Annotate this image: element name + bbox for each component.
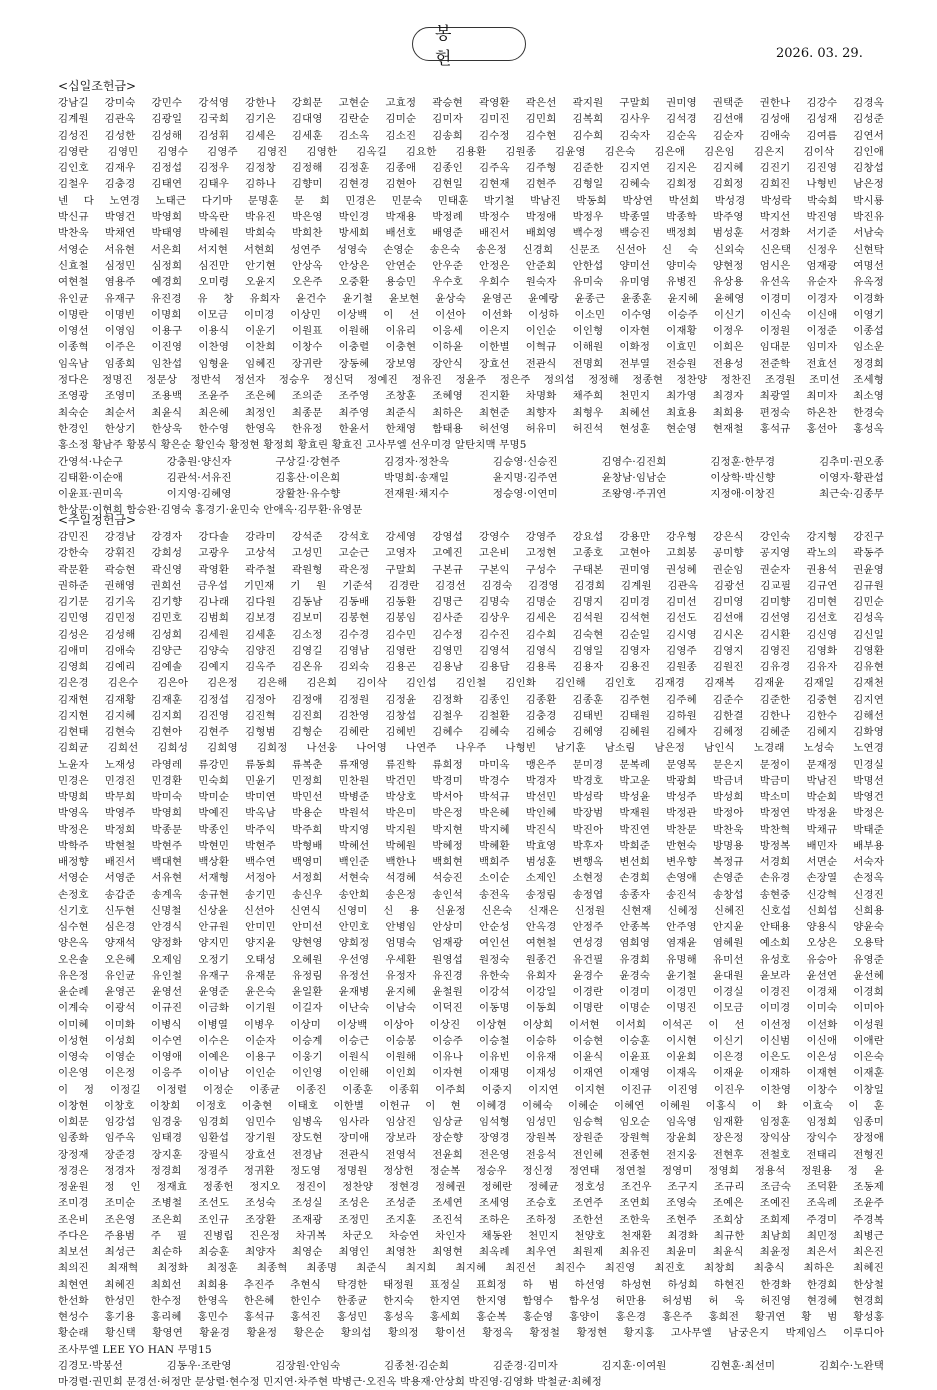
donor-row: 윤순례 윤영곤 윤영선 윤영준 윤은숙 윤일환 윤재병 윤지혜 윤철원 이강석 이강일 이경란 이경미 이경민 이경실 이경진 이경채 이경희 <box>58 986 884 998</box>
donor-row: 배정향 배진서 백대현 백상환 백수연 백영미 백인준 백한나 백희현 백희주 범성훈 변행옥 변선희 변우향 복정규 서경희 서면순 서숙자 <box>58 856 884 868</box>
donor-row: 유은정 유인균 유인철 유재구 유재문 유정림 유정선 유정자 유진경 유한숙 유희자 윤경수 윤경숙 윤기철 윤대원 윤보라 윤선연 윤선혜 <box>58 969 884 982</box>
donor-row: 여현철 염용주 예경희 오미령 오윤지 오은주 오중환 용승민 우수호 우희수 원숙자 유미숙 유미영 유병진 유상용 유선옥 유순자 유옥정 <box>58 276 884 289</box>
donor-row: 곽문환 곽승현 곽신영 곽영환 곽주철 곽원형 곽은정 구말희 구본규 구본익 구성수 구태본 권미영 권성혜 권순임 권순자 권용석 권윤영 <box>58 563 884 576</box>
donor-row: 이영선 이영임 이용구 이용식 이운기 이원표 이원해 이유리 이응세 이은지 이인순 이인형 이자현 이재황 이정우 이정원 이정준 이종섭 <box>58 325 884 338</box>
donor-row: 한상문·이현희 함승완·김영숙 홍경기·윤민숙 안애옥·김무환·유영문 <box>58 504 363 517</box>
donor-row: 최보선 최성근 최순하 최승훈 최양자 최영순 최영인 최영찬 최영현 최옥례 최우연 최원제 최유진 최윤미 최윤식 최윤정 최은서 최은진 <box>58 1246 884 1258</box>
donor-row: 박영옥 박영주 박영희 박예진 박옥남 박용순 박원석 박은미 박은정 박은혜 박인혜 박장범 박재원 박정관 박정아 박정연 박정윤 박정은 <box>58 807 884 820</box>
tithe-section <box>58 78 884 519</box>
donor-row: 이명란 이명빈 이명희 이모금 이미경 이상민 이상백 이 선 이선아 이선화 이성하 이소민 이수영 이승주 이신기 이신숙 이신애 이영기 <box>58 308 884 321</box>
donor-row: 김현태 김현숙 김현아 김현주 김형범 김형순 김혜란 김혜빈 김혜수 김혜숙 김혜승 김혜영 김혜원 김혜자 김혜정 김혜준 김혜지 김화영 <box>58 726 884 738</box>
donor-row: 정다은 정명진 정문상 정반석 정선자 정승우 정신덕 정예진 정유진 정윤주 정은주 정의섭 정정해 정종현 정찬양 정찬진 조경원 조미선 조세형 <box>58 374 884 387</box>
donor-row: 임종화 임주옥 임태경 임환섭 장기원 장도현 장미애 장보라 장순향 장영경 장원복 장원준 장원혁 장윤희 장은정 장익삼 장익수 장정애 <box>58 1132 884 1145</box>
donor-row: 최현연 최혜진 최희선 최희용 추진주 추현식 탁경한 태정원 표정실 표희정 하 범 하선영 하성현 하성희 하현진 한경화 한경희 한상철 <box>58 1278 884 1291</box>
donor-row: 김성진 김성한 김성해 김성휘 김세은 김세훈 김소옥 김소진 김송희 김수정 김수현 김수희 김숙자 김순옥 김순자 김애숙 김여름 김연서 <box>58 129 884 142</box>
donor-row: 김계원 김관옥 김광일 김국희 김기은 김대영 김란순 김미순 김미자 김미진 김민희 김복희 김사우 김석경 김선애 김성애 김성재 김성준 <box>58 113 884 126</box>
donor-row: 이미혜 이미화 이병식 이병열 이병우 이상미 이상백 이상아 이상진 이상현 이상희 이서현 이서희 이석곤 이 선 이선정 이선화 이성원 <box>58 1018 884 1031</box>
donor-row: 양은옥 양재석 양정화 양지민 양지윤 양현영 양희정 엄명숙 엄재광 여인선 여현철 연성경 염희영 염재윤 염혜원 예소희 오상은 오용탁 <box>58 937 884 950</box>
donor-row: 민경은 민경진 민경환 민숙희 민윤기 민정희 민찬원 박건민 박경미 박경수 박경자 박경호 박고운 박광희 박금녀 박금미 박남진 박명선 <box>58 774 884 787</box>
donor-row: 임옥남 임종희 임찬섭 임형윤 임혜진 장귀란 장동혜 장보영 장안식 장효선 전관식 전명희 전부열 전승원 전용성 전준학 전효선 정경희 <box>58 357 884 370</box>
donor-row: 손정호 송갑준 송계옥 송규현 송기민 송신우 송안희 송은정 송인석 송전옥 송정림 송정엽 송종자 송진석 송창섭 송현중 신강혁 신경진 <box>58 888 884 901</box>
donor-row: 최의진 최재혁 최정화 최정훈 최종혁 최종명 최준식 최지희 최지혜 최진선 최진수 최진영 최진호 최창희 최충식 최하은 최혜진 <box>58 1262 884 1275</box>
donor-row: 박명희 박무희 박미숙 박미순 박미연 박민선 박병준 박상호 박서아 박석규 박선민 박성락 박성윤 박성주 박성희 박소미 박순희 박영건 <box>58 791 884 803</box>
donor-row: 감민진 강경남 강경자 강다솔 강라미 강석준 강석호 강세영 강영섭 강영수 강영주 강요섭 강용만 강우형 강은식 강인숙 강지형 강진구 <box>58 531 884 543</box>
donor-row: 넨 다 노연경 노태근 다기마 문명훈 문 희 민경은 민문숙 민태훈 박기철 박남진 박동희 박상연 박선희 박성경 박성락 박숙희 박시룡 <box>58 194 884 207</box>
donor-row: 조은비 조은영 조은희 조인규 조장환 조재광 조정민 조지훈 조진석 조하은 조하정 조한선 조한욱 조현주 조희상 조희제 주경미 주경복 <box>58 1213 884 1226</box>
donor-row: 최숙순 최순서 최윤식 최은혜 최정인 최종문 최주영 최준식 최하은 최현준 최향자 최형우 최혜선 최효용 최희용 편정숙 하온찬 한경숙 <box>58 406 884 419</box>
donor-row: 김민영 김민정 김민호 김범희 김보경 김보미 김봉현 김봉임 김사준 김상우 김세은 김석원 김석현 김선도 김선애 김선영 김선호 김성옥 <box>58 612 884 625</box>
donor-row: 김기문 김기옥 김기향 김나래 김다원 김동남 김동배 김동환 김명근 김명숙 김명순 김명지 김미경 김미선 김미영 김미향 김미현 김민순 <box>58 596 884 608</box>
donor-row: 김철우 김충경 김태연 김태우 김하나 김향미 김현경 김현아 김현일 김현재 김현주 김형일 김혜숙 김회정 김희정 김희진 나형빈 남은정 <box>58 178 884 191</box>
donor-row: 신기호 신두현 신명철 신상윤 신선아 신연식 신영미 신 용 신윤정 신은숙 신재은 신정원 신현재 신혜정 신혜진 신호섭 신희섭 신희용 <box>58 904 884 917</box>
donor-row: 신효철 심정민 심정희 심진만 안기현 안상옥 안상은 안연순 안우준 안정은 안준희 안한섭 양미선 양미숙 양현정 엄시은 엄재광 여명선 <box>58 259 884 272</box>
donor-row: 마경렬·권민희 문경선·허정만 문상렬·현수정 민지연·차주현 박병근·오진옥 박용재·안상희 박진영·김영화 박철균·최혜정 <box>58 1376 602 1388</box>
donor-row: 박신규 박영건 박영희 박옥란 박유진 박은영 박인경 박재용 박정례 박정수 박정애 박정우 박종열 박종학 박주영 박지선 박진영 박진유 <box>58 211 884 224</box>
donor-row: 김영희 김예리 김예솔 김예지 김옥주 김온유 김외숙 김용곤 김용남 김용담 김용록 김용자 김용진 김원종 김원진 김유경 김유자 김유현 <box>58 661 884 673</box>
donor-row: 이 정 이정길 이정렬 이정순 이종균 이종진 이종훈 이종휘 이주희 이중지 이지연 이지현 이진규 이진영 이진우 이찬영 이창수 이창일 <box>58 1083 884 1096</box>
donor-row: 강한숙 강휘진 강희성 고광우 고상석 고성민 고순근 고영자 고예진 고은비 고정현 고종호 고현아 고희봉 공미향 공지영 곽노의 곽동주 <box>58 547 884 560</box>
donor-row: 이계숙 이광석 이규진 이금화 이기원 이길자 이난숙 이남숙 이덕진 이동명 이동희 이명란 이명순 이명진 이모금 이미경 이미숙 이미아 <box>58 1002 884 1015</box>
tithe-donor-list <box>58 95 884 519</box>
donor-row: 김애미 김애숙 김양근 김양숙 김양진 김영길 김영남 김영란 김영민 김영석 김영식 김영일 김영자 김영주 김영지 김영진 김영화 김영환 <box>58 644 884 657</box>
donor-row: 현성수 홍기용 홍리혜 홍민수 홍석규 홍석진 홍성민 홍성옥 홍세희 홍순복 홍순영 홍양이 홍은경 홍은주 홍희전 황귀연 황 범 황성홍 <box>58 1311 884 1323</box>
donor-row: 박정은 박정희 박종문 박종인 박주익 박주희 박지영 박지원 박지현 박지혜 박진식 박진아 박진연 박찬문 박찬욱 박찬혁 박채규 박태준 <box>58 823 884 836</box>
donor-row: 오은솔 오은혜 오제임 오정기 오태성 오혜원 우선영 우세환 원영섭 원정숙 원종건 유건필 유경희 유명해 유미선 유성호 유승아 유영준 <box>58 953 884 966</box>
page-title: 봉 헌 <box>412 27 526 61</box>
donor-row: 이은영 이은정 이응주 이이남 이인순 이인영 이인해 이인희 이자현 이재명 이재성 이재연 이재영 이재옥 이재윤 이재하 이재현 이재훈 <box>58 1067 884 1080</box>
donor-row: 이성현 이성희 이수연 이수은 이순자 이승계 이승근 이승봉 이승주 이승철 이승하 이승현 이승훈 이시현 이신기 이신범 이신애 이애란 <box>58 1034 884 1047</box>
donor-row: 홍소정 황남주 황봉식 황은순 황인숙 황정현 황정희 황효린 황효진 고사무엘 선우미경 알탄치맥 무명5 <box>58 439 527 452</box>
donor-row: 김희균 김희선 김희성 김희영 김희정 나선웅 나어영 나연주 나우주 나형빈 남기훈 남소림 남은정 남인식 노경래 노성숙 노연경 <box>58 742 884 755</box>
donor-row: 이창현 이창호 이창희 이정호 이충현 이태호 이한별 이헌규 이 현 이혜경 이혜숙 이혜순 이혜연 이혜원 이홍식 이 화 이효숙 이 훈 <box>58 1099 884 1112</box>
donor-row: 김지현 김지혜 김지희 김진영 김진혁 김진희 김찬영 김창섭 김철우 김철환 김충경 김태빈 김태원 김하원 김한결 김한나 김한수 김해선 <box>58 709 884 722</box>
donor-row: 이영숙 이영순 이영애 이예은 이용구 이웅기 이원식 이원해 이유나 이유빈 이유재 이윤식 이윤표 이윤희 이은경 이은도 이은성 이은숙 <box>58 1051 884 1063</box>
donor-row: 이종혁 이주은 이진영 이찬영 이찬희 이창수 이충렬 이충현 이하윤 이한별 이혁규 이해원 이화정 이효민 이희은 임대문 임미자 임소운 <box>58 341 884 354</box>
donor-row: 김인호 김재우 김정섭 김정우 김정창 김정해 김정훈 김종애 김종인 김주옥 김주형 김준한 김지연 김지은 김지혜 김진기 김진영 김창섭 <box>58 162 884 175</box>
donor-row: 박학주 박현철 박현주 박현민 박현주 박형배 박혜선 박혜원 박혜정 박혜환 박효영 박후자 박희준 반현숙 방명용 방정복 배민자 배부용 <box>58 839 884 852</box>
bulletin-date: 2026. 03. 29. <box>776 46 863 61</box>
donor-row: 심수현 심은경 안경식 안규원 안미민 안미선 안민호 안병임 안상미 안순성 안옥경 안정주 안종복 안주영 안지윤 안태용 양용식 양윤숙 <box>58 921 884 933</box>
donor-row: 조미경 조미순 조병철 조선도 조성숙 조성실 조성은 조성준 조세연 조세영 조승호 조연주 조연희 조영숙 조예은 조예진 조옥례 조윤주 <box>58 1197 884 1210</box>
donor-row: 김경모·박봉선 김동우·조란영 김장원·안임숙 김종천·김순희 김준경·김미자 김지훈·이여원 김현훈·최선미 김희수·노완택 <box>58 1359 884 1372</box>
donor-row: 서영순 서영준 서유현 서재형 서정아 서정희 서현숙 석경혜 석승진 소이순 소제인 소현정 손경희 손영애 손영준 손유경 손장열 손정옥 <box>58 872 884 885</box>
donor-row: 황순래 황신택 황영연 황윤경 황윤정 황은순 황의섭 황의정 황이선 황정옥 황정철 황정현 황지홍 고사무엘 남궁은지 박제임스 이루디아 <box>58 1327 884 1340</box>
donor-row: 김성은 김성해 김성희 김세원 김세훈 김소정 김수경 김수민 김수정 김수진 김수희 김숙현 김순일 김시영 김시온 김시환 김신영 김신일 <box>58 628 884 641</box>
donor-row: 김영란 김영민 김영수 김영주 김영진 김영한 김옥길 김요한 김용환 김원종 김윤영 김은숙 김은애 김은임 김은지 김이삭 김인애 <box>58 145 884 158</box>
donor-row: 장정재 장준경 장지훈 장필식 장효선 전경남 전관식 전영석 전윤희 전은영 전응석 전인혜 전종현 전지웅 전현후 전철호 전태리 전형진 <box>58 1148 884 1161</box>
donor-row: 정윤원 정 인 정재효 정종헌 정지오 정진이 정찬양 정현경 정혜권 정혜란 정혜균 정호성 조건우 조구지 조규리 조금숙 조덕환 조동제 <box>58 1181 884 1193</box>
donor-row: 이희문 임강섭 임경웅 임경희 임민수 임병옥 임사라 임삼진 임상균 임석형 임성민 임승혁 임오순 임옥영 임재환 임정훈 임정희 임종미 <box>58 1116 884 1128</box>
donor-row: 김태환·이순애 김관석·서유진 김홍산·이은희 박명희·송재일 윤지명·김주연 윤창남·임남순 이상학·박신향 이영자·황관섭 <box>58 471 884 484</box>
donor-row: 강남길 강미숙 강민수 강석영 강한나 강회문 고현순 고효정 곽승현 곽영환 곽은선 곽지원 구말희 권미영 권택준 권한나 김강수 김경옥 <box>58 97 884 109</box>
donor-row: 노윤자 노재성 라영레 류강민 류동희 류복춘 류재영 류진학 류희정 마미옥 맹은주 문미경 문복례 문영목 문은지 문정이 문재정 민경실 <box>58 758 884 771</box>
sunday-offering-section <box>58 512 884 1390</box>
donor-row: 간영석·나순구 강충원·양신자 구상길·강현주 김경자·정찬욱 김승영·신승진 김영수·김진희 김정훈·한무경 김추미·권오종 <box>58 455 884 468</box>
donor-row: 권하준 권해영 권희선 금우섭 기민재 기 원 기준석 김경란 김경선 김경숙 김경영 김경희 김계원 김관옥 김광선 김교필 김규연 김규원 <box>58 579 884 592</box>
donor-row: 이윤표·권미옥 이지영·김혜영 장활찬·유수향 전재원·채지수 정승영·이연미 조왕영·주귀연 지정애·이창진 최근숙·김종무 <box>58 488 884 501</box>
donor-row: 박찬욱 박채연 박태영 박혜원 박희숙 박희찬 방세희 배선호 배영준 배진서 배희영 백수정 백승진 백정희 범성훈 서경화 서기준 서남숙 <box>58 227 884 240</box>
donor-row: 김은경 김은수 김은아 김은정 김은해 김은희 김이삭 김인섭 김인철 김인화 김인해 김인호 김재경 김재복 김재윤 김재일 김재천 <box>58 677 884 690</box>
donor-row: 김재현 김재황 김재훈 김정섭 김정아 김정애 김정원 김정윤 김정화 김종인 김종환 김종훈 김주현 김주혜 김준수 김준한 김중현 김지연 <box>58 693 884 706</box>
donor-row: 조사무엘 LEE YO HAN 무명15 <box>58 1343 212 1356</box>
donor-row: 한선화 한성민 한수정 한영옥 한은혜 한인수 한종균 한지숙 한지연 한지영 함영수 함우성 허만용 허성범 허 욱 허진영 현경혜 현경희 <box>58 1294 884 1307</box>
sunday-offering-heading: <주일정헌금> <box>58 513 137 527</box>
sunday-offering-donor-list <box>58 529 884 1390</box>
donor-row: 정경은 정경자 정경희 정경주 정귀환 정도영 정명원 정상헌 정순복 정승우 정신정 정연태 정연철 정영미 정영희 정용석 정원용 정 윤 <box>58 1164 884 1177</box>
tithe-heading: <십일조헌금> <box>58 79 137 93</box>
donor-row: 주다은 주용범 주 필 진병립 진은정 차귀복 차군오 차승연 차인자 채동완 천민지 천양호 천재환 최경화 최규한 최남희 최민정 최병근 <box>58 1229 884 1242</box>
donor-row: 서영순 서유현 서은희 서지현 서현희 성연주 성영숙 손영순 송은숙 송은정 신경희 신문조 신선아 신 숙 신외숙 신은택 신정우 신현탁 <box>58 243 884 256</box>
donor-row: 조영광 조영미 조용백 조윤주 조은혜 조의준 조주영 조창훈 조혜영 진지환 차명화 채주희 천민지 최가영 최경자 최광열 최미자 최소영 <box>58 390 884 403</box>
donor-row: 한경인 한상기 한상욱 한수영 한영옥 한유정 한윤서 한채영 함태용 허선영 허유미 허진석 현성훈 현순영 현재철 홍석규 홍선아 홍성옥 <box>58 422 884 435</box>
donor-row: 유인균 유재구 유진경 유 창 유희자 윤건수 윤기철 윤보현 윤상숙 윤영곤 윤예랑 윤종근 윤종훈 윤지혜 윤혜영 이경미 이경자 이경화 <box>58 292 884 305</box>
